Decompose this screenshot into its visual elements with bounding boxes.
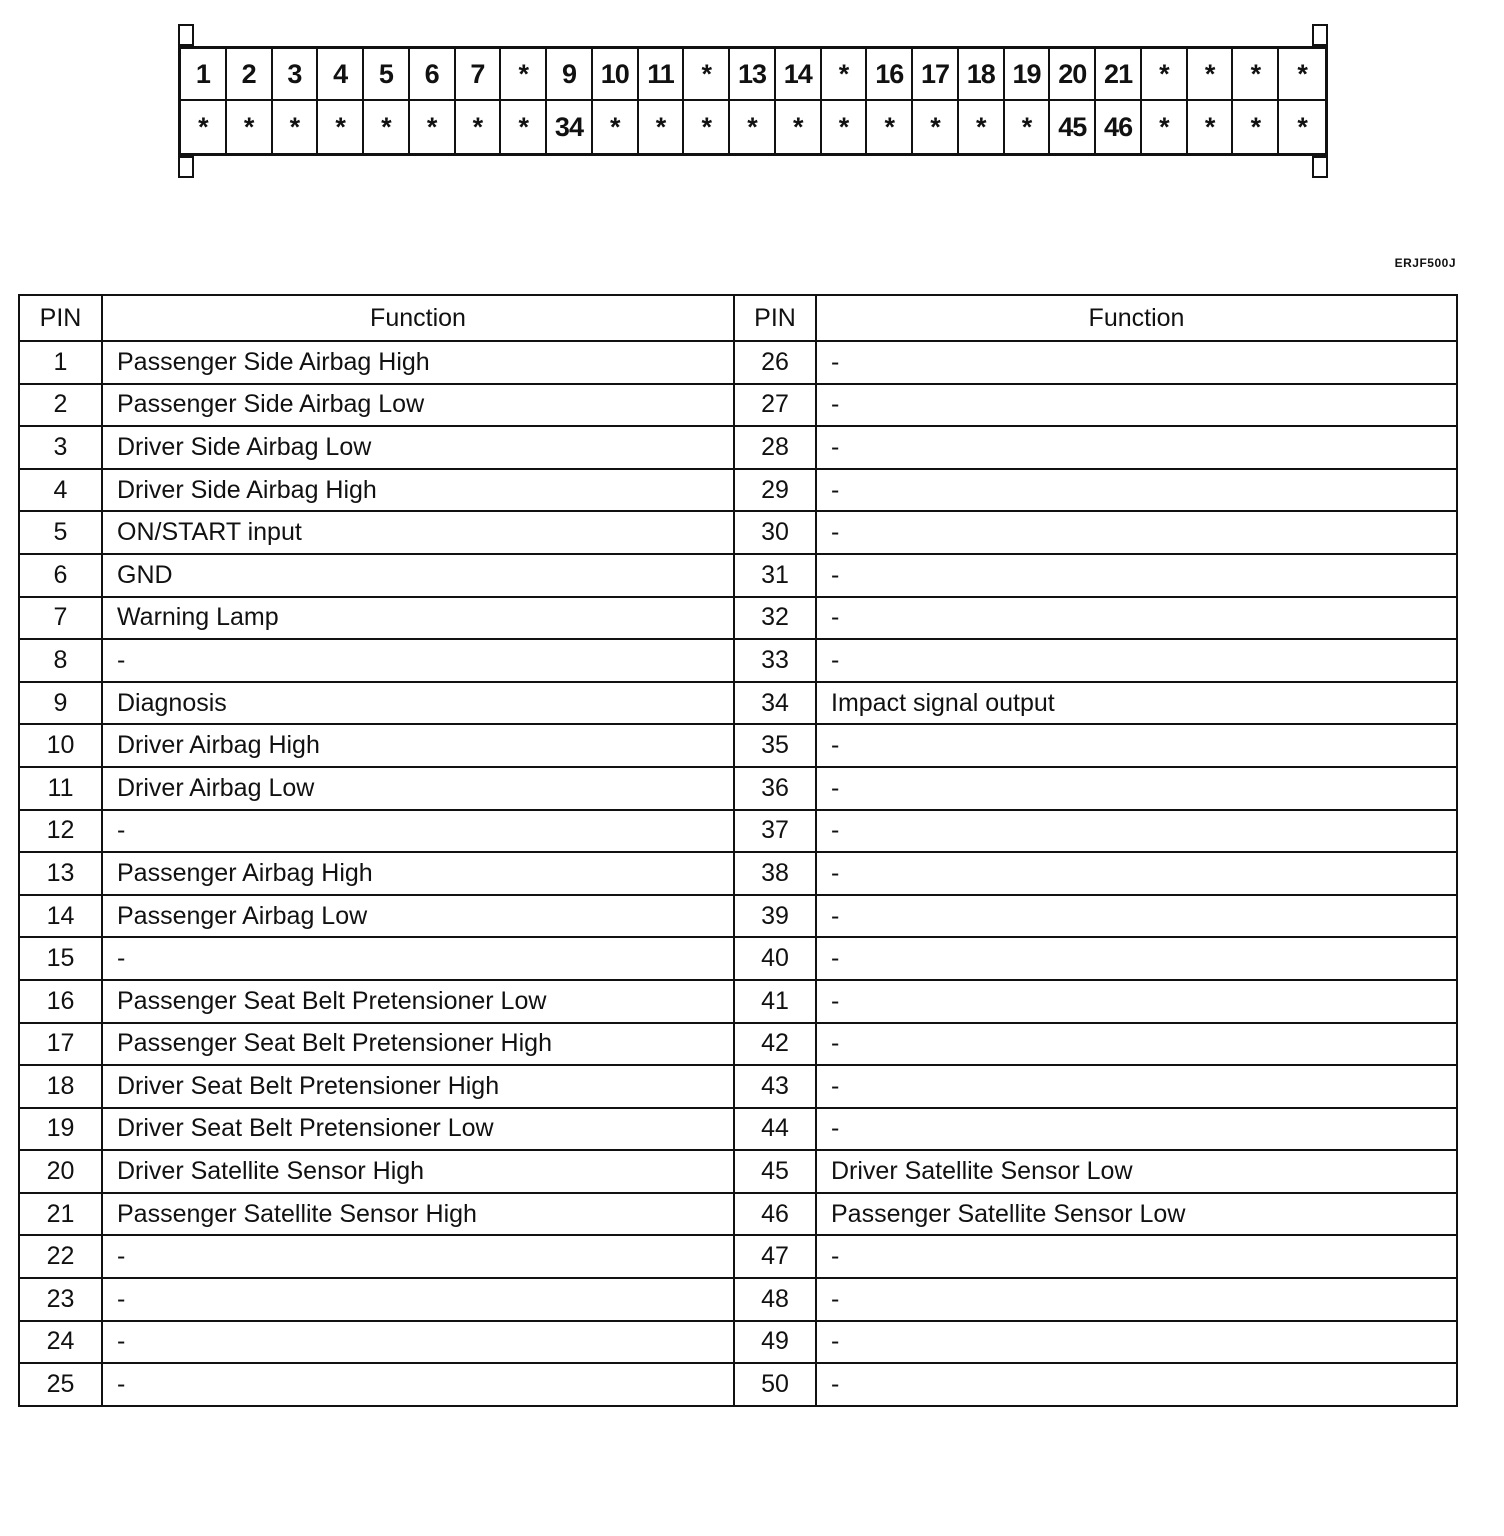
function-right-cell: - [816,724,1457,767]
pin-right-cell: 44 [734,1108,816,1151]
table-row [19,810,1457,853]
table-row [19,1321,1457,1364]
function-right-cell: - [816,426,1457,469]
connector-pin-cell: 16 [867,49,913,101]
function-right-cell: - [816,980,1457,1023]
table-row [19,639,1457,682]
connector-pin-cell: * [1233,49,1279,101]
table-row [19,469,1457,512]
function-left-cell: Driver Side Airbag Low [102,426,734,469]
function-left-cell: Driver Airbag Low [102,767,734,810]
function-right-cell: - [816,511,1457,554]
table-row [19,1278,1457,1321]
connector-pin-cell: 46 [1096,101,1142,153]
pin-right-cell: 28 [734,426,816,469]
pin-right-cell: 35 [734,724,816,767]
function-right-cell: - [816,1065,1457,1108]
function-left-cell: Diagnosis [102,682,734,725]
table-row [19,682,1457,725]
function-left-cell: Passenger Satellite Sensor High [102,1193,734,1236]
pin-right-cell: 40 [734,937,816,980]
function-left-cell: ON/START input [102,511,734,554]
pin-left-cell: 9 [19,682,102,725]
pin-right-cell: 27 [734,384,816,427]
function-right-cell: - [816,469,1457,512]
connector-pin-cell: 10 [593,49,639,101]
function-right-cell: - [816,767,1457,810]
connector-pin-cell: * [822,49,868,101]
connector-pin-cell: 34 [547,101,593,153]
function-right-cell: - [816,1235,1457,1278]
function-left-cell: Passenger Airbag High [102,852,734,895]
connector-pin-cell: 21 [1096,49,1142,101]
connector-pin-cell: * [1142,101,1188,153]
function-right-cell: Passenger Satellite Sensor Low [816,1193,1457,1236]
connector-pin-cell: * [364,101,410,153]
function-left-cell: Passenger Side Airbag High [102,341,734,384]
pin-left-cell: 7 [19,597,102,640]
pin-left-cell: 2 [19,384,102,427]
header-pin-right: PIN [734,295,816,341]
pin-left-cell: 11 [19,767,102,810]
pin-right-cell: 36 [734,767,816,810]
connector-pin-cell: * [639,101,685,153]
pin-right-cell: 30 [734,511,816,554]
connector-pin-cell: 14 [776,49,822,101]
table-row [19,767,1457,810]
pin-right-cell: 31 [734,554,816,597]
table-row [19,554,1457,597]
pin-right-cell: 32 [734,597,816,640]
table-row [19,1108,1457,1151]
table-row [19,1150,1457,1193]
table-row [19,1363,1457,1406]
function-right-cell: - [816,554,1457,597]
function-left-cell: Passenger Seat Belt Pretensioner High [102,1023,734,1066]
function-left-cell: - [102,1235,734,1278]
table-row [19,384,1457,427]
pin-right-cell: 33 [734,639,816,682]
pin-right-cell: 43 [734,1065,816,1108]
pin-right-cell: 39 [734,895,816,938]
table-row [19,341,1457,384]
table-row [19,937,1457,980]
function-right-cell: - [816,341,1457,384]
table-row [19,852,1457,895]
function-left-cell: Passenger Airbag Low [102,895,734,938]
pin-right-cell: 47 [734,1235,816,1278]
pin-right-cell: 37 [734,810,816,853]
connector-latch-bottom-left [178,156,194,178]
function-right-cell: - [816,852,1457,895]
pin-left-cell: 1 [19,341,102,384]
connector-pin-cell: * [227,101,273,153]
pin-left-cell: 3 [19,426,102,469]
connector-pin-cell: * [1188,49,1234,101]
connector-pin-cell: * [181,101,227,153]
table-row [19,980,1457,1023]
pin-left-cell: 13 [19,852,102,895]
connector-pin-cell: 4 [318,49,364,101]
pin-left-cell: 15 [19,937,102,980]
pin-left-cell: 14 [19,895,102,938]
connector-pin-cell: 19 [1005,49,1051,101]
pin-right-cell: 26 [734,341,816,384]
pin-left-cell: 19 [19,1108,102,1151]
connector-latch-top-right [1312,24,1328,46]
connector-pin-cell: * [776,101,822,153]
connector-pin-cell: * [1297,111,1307,142]
table-row [19,1235,1457,1278]
table-row [19,1023,1457,1066]
connector-pin-cell: * [593,101,639,153]
function-left-cell: - [102,810,734,853]
connector-latch-bottom-right [1312,156,1328,178]
connector-pin-cell: * [1188,101,1234,153]
pin-left-cell: 5 [19,511,102,554]
pin-left-cell: 18 [19,1065,102,1108]
pin-left-cell: 21 [19,1193,102,1236]
function-right-cell: - [816,597,1457,640]
function-right-cell: - [816,384,1457,427]
connector-pin-cell: * [456,101,502,153]
function-left-cell: - [102,1278,734,1321]
pin-left-cell: 8 [19,639,102,682]
header-function-left: Function [102,295,734,341]
connector-pin-cell: 7 [456,49,502,101]
function-right-cell: - [816,1278,1457,1321]
function-right-cell: - [816,1108,1457,1151]
connector-pin-cell: 13 [730,49,776,101]
pin-left-cell: 25 [19,1363,102,1406]
function-left-cell: - [102,639,734,682]
connector-pin-cell: * [684,101,730,153]
pin-right-cell: 41 [734,980,816,1023]
connector-pin-cell: 17 [913,49,959,101]
pin-left-cell: 22 [19,1235,102,1278]
function-left-cell: Passenger Side Airbag Low [102,384,734,427]
connector-pin-cell: * [684,49,730,101]
pin-left-cell: 20 [19,1150,102,1193]
connector-pin-cell: * [1005,101,1051,153]
function-left-cell: - [102,937,734,980]
function-right-cell: Driver Satellite Sensor Low [816,1150,1457,1193]
table-row [19,1065,1457,1108]
function-left-cell: Warning Lamp [102,597,734,640]
connector-pin-cell: 20 [1050,49,1096,101]
connector-pin-cell: * [410,101,456,153]
pin-left-cell: 16 [19,980,102,1023]
pin-left-cell: 24 [19,1321,102,1364]
connector-pin-cell: * [867,101,913,153]
pin-right-cell: 50 [734,1363,816,1406]
pin-right-cell: 34 [734,682,816,725]
function-right-cell: - [816,639,1457,682]
pin-function-table [18,294,1458,1407]
pin-right-cell: 42 [734,1023,816,1066]
table-row [19,597,1457,640]
table-row [19,511,1457,554]
function-right-cell: - [816,895,1457,938]
function-left-cell: - [102,1363,734,1406]
pin-left-cell: 12 [19,810,102,853]
connector-pin-cell: * [501,101,547,153]
function-left-cell: Passenger Seat Belt Pretensioner Low [102,980,734,1023]
table-row [19,895,1457,938]
pin-left-cell: 6 [19,554,102,597]
pin-left-cell: 10 [19,724,102,767]
header-pin-left: PIN [19,295,102,341]
connector-pin-cell: 18 [959,49,1005,101]
connector-pin-cell: 3 [273,49,319,101]
pin-left-cell: 4 [19,469,102,512]
connector-pin-cell: * [273,101,319,153]
header-function-right: Function [816,295,1457,341]
connector-latch-top-left [178,24,194,46]
connector-pin-cell: * [1233,101,1279,153]
connector-pin-cell: * [730,101,776,153]
function-right-cell: - [816,1363,1457,1406]
table-row [19,724,1457,767]
pin-right-cell: 29 [734,469,816,512]
table-row [19,426,1457,469]
function-right-cell: - [816,1321,1457,1364]
connector-pin-cell: 2 [227,49,273,101]
function-right-cell: - [816,810,1457,853]
connector-pin-cell: 45 [1050,101,1096,153]
pin-left-cell: 23 [19,1278,102,1321]
function-right-cell: - [816,1023,1457,1066]
pin-right-cell: 46 [734,1193,816,1236]
connector-pin-cell: 1 [181,49,227,101]
figure-code: ERJF500J [1394,256,1456,270]
connector-pin-cell: 11 [639,49,685,101]
table-header-row [19,295,1457,341]
connector-face-diagram [178,46,1328,156]
connector-pin-cell: * [913,101,959,153]
function-left-cell: Driver Satellite Sensor High [102,1150,734,1193]
connector-pin-cell: 6 [410,49,456,101]
function-right-cell: - [816,937,1457,980]
connector-pin-cell: * [959,101,1005,153]
connector-pin-cell: 9 [547,49,593,101]
connector-pin-cell: 5 [364,49,410,101]
function-left-cell: Driver Seat Belt Pretensioner High [102,1065,734,1108]
function-left-cell: Driver Airbag High [102,724,734,767]
connector-pin-cell: * [318,101,364,153]
function-left-cell: - [102,1321,734,1364]
connector-pin-cell: * [501,49,547,101]
function-left-cell: GND [102,554,734,597]
pin-left-cell: 17 [19,1023,102,1066]
pin-right-cell: 38 [734,852,816,895]
table-row [19,1193,1457,1236]
function-right-cell: Impact signal output [816,682,1457,725]
connector-pin-cell: * [1142,49,1188,101]
pin-right-cell: 45 [734,1150,816,1193]
connector-pin-cell: * [1279,49,1325,101]
function-left-cell: Driver Seat Belt Pretensioner Low [102,1108,734,1151]
pin-right-cell: 49 [734,1321,816,1364]
pin-right-cell: 48 [734,1278,816,1321]
connector-pin-cell: * [822,101,868,153]
function-left-cell: Driver Side Airbag High [102,469,734,512]
